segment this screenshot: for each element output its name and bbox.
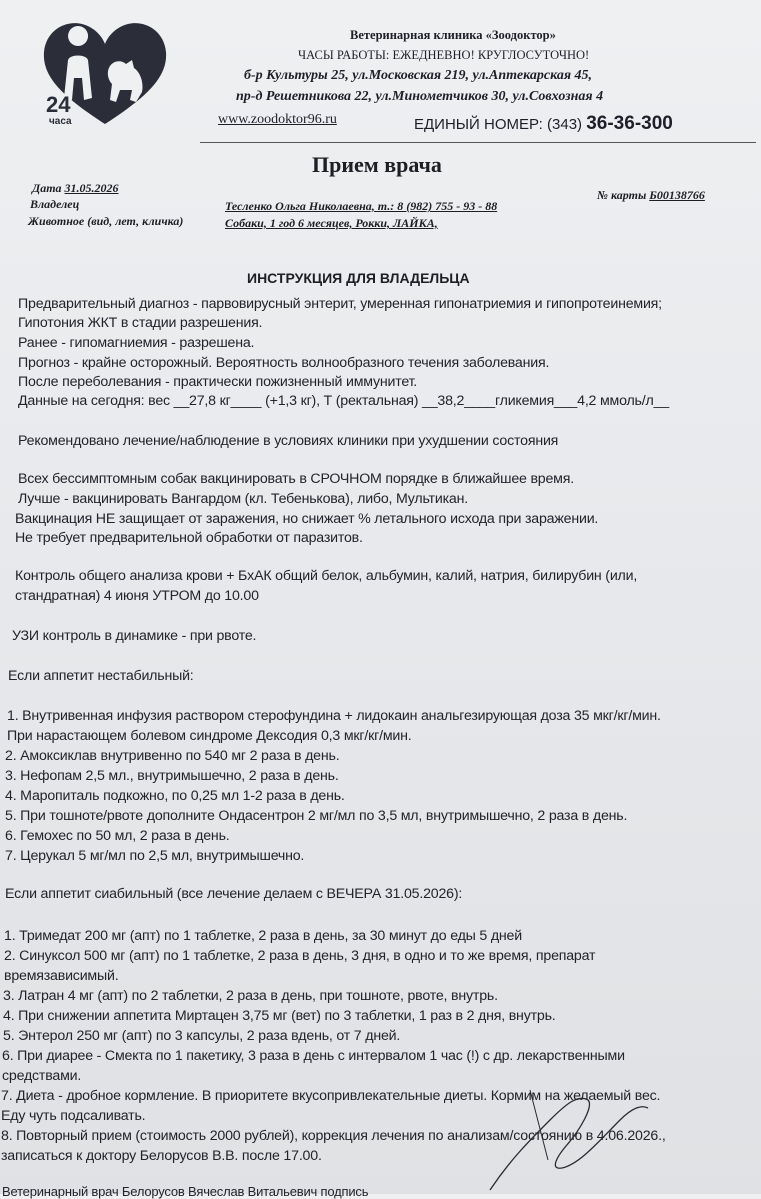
- treatment-item: 3. Нефопам 2,5 мл., внутримышечно, 2 раза в день.: [5, 768, 339, 784]
- vaccination-line: Всех бессимптомным собак вакцинировать в СРОЧНОМ порядке в ближайшее время.: [18, 471, 574, 487]
- animal-label: Животное (вид, лет, кличка): [28, 214, 184, 228]
- treatment-item: 4. При снижении аппетита Миртацен 3,75 мг (вет) по 3 таблетки, 1 раз в 2 дня, внутрь.: [3, 1008, 556, 1024]
- date-label: Дата: [32, 181, 62, 195]
- logo-24: 24: [46, 92, 71, 117]
- treatment-item: 5. При тошноте/рвоте дополните Ондасентрон 2 мг/мл по 3,5 мл, внутримышечно, 2 раза в день.: [5, 808, 628, 824]
- phone-label: ЕДИНЫЙ НОМЕР: (343): [414, 116, 583, 133]
- addresses-line-2: пр-д Решетникова 22, ул.Минометчиков 30, ул.Совхозная 4: [236, 89, 604, 104]
- website-link: www.zoodoktor96.ru: [218, 112, 337, 127]
- treatment-item: 3. Латран 4 мг (апт) по 2 таблетки, 2 раза в день, при тошноте, рвоте, внутрь.: [3, 988, 498, 1004]
- treatment-item: времязависимый.: [4, 968, 119, 984]
- blood-test-line: Контроль общего анализа крови + БхАК общий белок, альбумин, калий, натрия, билирубин (или,: [15, 568, 638, 584]
- header-divider: [200, 142, 756, 143]
- phone-number: 36-36-300: [586, 113, 673, 134]
- blood-test-line: стандратная) 4 июня УТРОМ до 10.00: [15, 588, 259, 604]
- diagnosis-line: Гипотония ЖКТ в стадии разрешения.: [18, 315, 263, 331]
- vitals-line: Данные на сегодня: вес __27,8 кг____ (+1,3 кг), Т (ректальная) __38,2____гликемия___4,2 ммоль/л__: [18, 393, 669, 409]
- owner-label: Владелец: [30, 197, 80, 211]
- treatment-item: 6. Гемохес по 50 мл, 2 раза в день.: [5, 828, 230, 844]
- prognosis-line: После переболевания - практически пожизненный иммунитет.: [18, 374, 418, 390]
- treatment-item: 1. Внутривенная инфузия раствором стерофундина + лидокаин анальгезирующая доза 35 мкг/кг/мин.: [7, 708, 661, 724]
- instructions-title: ИНСТРУКЦИЯ ДЛЯ ВЛАДЕЛЬЦА: [247, 270, 470, 286]
- working-hours: ЧАСЫ РАБОТЫ: ЕЖЕДНЕВНО! КРУГЛОСУТОЧНО!: [298, 48, 590, 62]
- section-heading-stable: Если аппетит сиабильный (все лечение делаем с ВЕЧЕРА 31.05.2026):: [5, 886, 463, 902]
- page-title: Прием врача: [312, 152, 442, 177]
- vaccination-line: Не требует предварительной обработки от паразитов.: [15, 530, 363, 546]
- card-value: Б00138766: [649, 188, 705, 202]
- treatment-item: записаться к доктору Белорусов В.В. после 17.00.: [1, 1148, 322, 1164]
- recommendation-line: Рекомендовано лечение/наблюдение в условиях клиники при ухудшении состояния: [18, 433, 559, 449]
- clinic-name: Ветеринарная клиника «Зоодоктор»: [350, 28, 556, 42]
- date-field: [32, 181, 119, 196]
- diagnosis-line: Ранее - гипомагниемия - разрешена.: [18, 335, 255, 351]
- section-heading-unstable: Если аппетит нестабильный:: [8, 668, 194, 684]
- card-field: [597, 188, 705, 203]
- diagnosis-line: Предварительный диагноз - парвовирусный энтерит, умеренная гипонатриемия и гипопротеинемия;: [18, 296, 662, 312]
- treatment-item: 6. При диарее - Смекта по 1 пакетику, 3 раза в день с интервалом 1 час (!) с др. лекарственными: [2, 1048, 625, 1064]
- treatment-item: 5. Энтерол 250 мг (апт) по 3 капсулы, 2 раза вдень, от 7 дней.: [3, 1028, 401, 1044]
- vaccination-line: Вакцинация НЕ защищает от заражения, но снижает % летального исхода при заражении.: [15, 511, 599, 527]
- treatment-item: 2. Синуксол 500 мг (апт) по 1 таблетке, 2 раза в день, 3 дня, в одно и то же время, препарат: [4, 948, 596, 964]
- date-value: 31.05.2026: [64, 181, 119, 195]
- treatment-item: 2. Амоксиклав внутривенно по 540 мг 2 раза в день.: [5, 748, 340, 764]
- owner-value: Тесленко Ольга Николаевна, т.: 8 (982) 755 - 93 - 88: [225, 199, 498, 213]
- clinic-logo: [40, 20, 170, 130]
- treatment-item: При нарастающем болевом синдроме Дексодия 0,3 мкг/кг/мин.: [7, 728, 412, 744]
- ultrasound-line: УЗИ контроль в динамике - при рвоте.: [12, 628, 257, 644]
- treatment-item: 4. Маропиталь подкожно, по 0,25 мл 1-2 раза в день.: [5, 788, 345, 804]
- treatment-item: 7. Диета - дробное кормление. В приоритете вкусопривлекательные диеты. Кормим на желаемый вес.: [1, 1088, 661, 1104]
- vaccination-line: Лучше - вакцинировать Вангардом (кл. Тебенькова), либо, Мультикан.: [18, 491, 468, 507]
- treatment-item: Еду чуть подсаливать.: [1, 1108, 146, 1124]
- treatment-item: 8. Повторный прием (стоимость 2000 рублей), коррекция лечения по анализам/состоянию в 4.06.2026.,: [1, 1128, 666, 1144]
- prognosis-line: Прогноз - крайне осторожный. Вероятность волнообразного течения заболевания.: [18, 355, 550, 371]
- treatment-item: 7. Церукал 5 мг/мл по 2,5 мл, внутримышечно.: [5, 848, 305, 864]
- treatment-item: 1. Тримедат 200 мг (апт) по 1 таблетке, 2 раза в день, за 30 минут до еды 5 дней: [4, 928, 522, 944]
- logo-hours: часа: [49, 116, 72, 127]
- card-label: № карты: [597, 188, 647, 202]
- treatment-item: средствами.: [2, 1068, 82, 1084]
- addresses-line-1: б-р Культуры 25, ул.Московская 219, ул.Аптекарская 45,: [244, 68, 593, 83]
- animal-value: Собаки, 1 год 6 месяцев, Рокки, ЛАЙКА,: [225, 216, 438, 230]
- doctor-signature-line: Ветеринарный врач Белорусов Вячеслав Витальевич подпись: [2, 1184, 369, 1199]
- phone-line: [414, 113, 673, 135]
- handwritten-signature: [470, 1060, 670, 1194]
